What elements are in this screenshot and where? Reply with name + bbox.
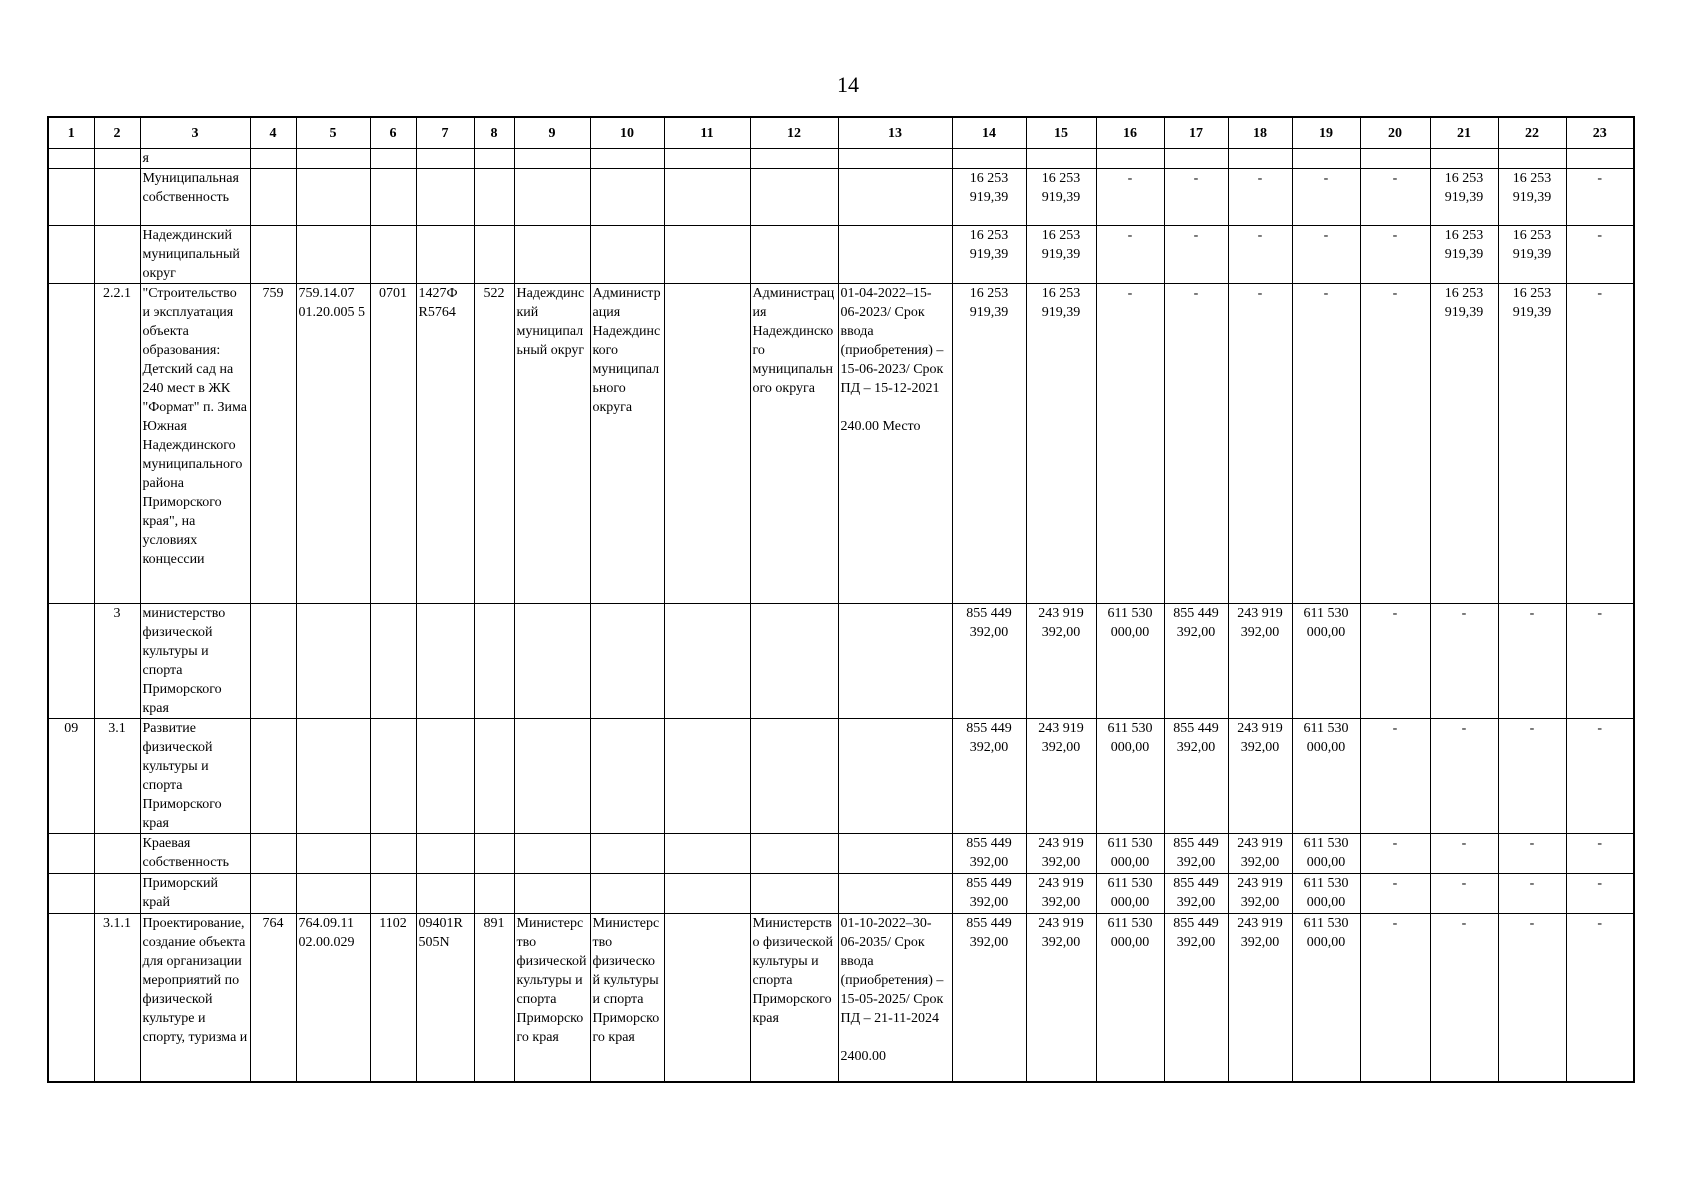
table-cell: 3.1 — [94, 719, 140, 834]
column-header-21: 21 — [1430, 117, 1498, 149]
table-cell: - — [1498, 604, 1566, 719]
column-header-10: 10 — [590, 117, 664, 149]
table-cell: 243 919 392,00 — [1228, 914, 1292, 1082]
column-header-9: 9 — [514, 117, 590, 149]
table-cell: - — [1566, 604, 1634, 719]
table-cell — [664, 149, 750, 169]
table-cell: - — [1228, 226, 1292, 284]
table-cell — [48, 169, 94, 226]
table-cell: - — [1164, 284, 1228, 604]
table-cell: Администрация Надеждинского муниципального округа — [590, 284, 664, 604]
table-cell — [94, 874, 140, 914]
column-header-11: 11 — [664, 117, 750, 149]
table-cell — [250, 169, 296, 226]
table-cell: 16 253 919,39 — [1430, 226, 1498, 284]
table-cell — [750, 169, 838, 226]
table-cell: Муниципальная собственность — [140, 169, 250, 226]
table-row — [48, 874, 1634, 914]
table-cell: - — [1360, 834, 1430, 874]
table-cell — [370, 604, 416, 719]
table-row — [48, 226, 1634, 284]
table-cell: 243 919 392,00 — [1026, 604, 1096, 719]
table-cell: - — [1566, 914, 1634, 1082]
table-cell: - — [1566, 874, 1634, 914]
table-cell: 611 530 000,00 — [1096, 719, 1164, 834]
table-cell: 243 919 392,00 — [1228, 834, 1292, 874]
table-cell — [838, 719, 952, 834]
table-cell — [750, 604, 838, 719]
table-cell — [664, 604, 750, 719]
table-cell: 16 253 919,39 — [1498, 284, 1566, 604]
table-cell — [590, 874, 664, 914]
table-cell — [296, 874, 370, 914]
table-cell: 891 — [474, 914, 514, 1082]
table-cell: - — [1096, 169, 1164, 226]
table-cell — [750, 719, 838, 834]
table-cell — [590, 834, 664, 874]
table-cell: - — [1228, 284, 1292, 604]
table-cell — [838, 226, 952, 284]
table-cell: 243 919 392,00 — [1228, 874, 1292, 914]
table-cell: Приморский край — [140, 874, 250, 914]
table-cell — [416, 226, 474, 284]
table-cell — [474, 226, 514, 284]
table-cell — [48, 226, 94, 284]
column-header-4: 4 — [250, 117, 296, 149]
table-cell: 764.09.11 02.00.029 — [296, 914, 370, 1082]
table-cell: 764 — [250, 914, 296, 1082]
table-cell: 855 449 392,00 — [952, 874, 1026, 914]
table-cell: Надеждинский муниципальный округ — [514, 284, 590, 604]
table-cell: - — [1228, 169, 1292, 226]
table-cell: 1102 — [370, 914, 416, 1082]
table-cell: 16 253 919,39 — [952, 226, 1026, 284]
table-cell: - — [1430, 914, 1498, 1082]
table-cell — [514, 149, 590, 169]
table-cell: - — [1430, 834, 1498, 874]
table-cell — [296, 834, 370, 874]
table-cell: 855 449 392,00 — [1164, 874, 1228, 914]
table-cell — [94, 834, 140, 874]
table-cell: - — [1430, 719, 1498, 834]
table-cell — [590, 149, 664, 169]
table-cell: 243 919 392,00 — [1026, 914, 1096, 1082]
table-cell — [750, 226, 838, 284]
table-cell: Администрация Надеждинского муниципального округа — [750, 284, 838, 604]
table-cell: 855 449 392,00 — [1164, 719, 1228, 834]
table-cell: - — [1292, 169, 1360, 226]
column-header-13: 13 — [838, 117, 952, 149]
table-cell — [250, 834, 296, 874]
column-header-14: 14 — [952, 117, 1026, 149]
table-cell: - — [1498, 914, 1566, 1082]
table-cell: Краевая собственность — [140, 834, 250, 874]
data-table — [47, 116, 1635, 1083]
table-cell: - — [1360, 719, 1430, 834]
table-cell — [838, 604, 952, 719]
table-cell: 09 — [48, 719, 94, 834]
table-cell — [514, 169, 590, 226]
table-cell — [48, 604, 94, 719]
table-cell — [838, 834, 952, 874]
table-cell — [370, 834, 416, 874]
table-cell: 16 253 919,39 — [1430, 284, 1498, 604]
table-cell — [590, 604, 664, 719]
table-row — [48, 604, 1634, 719]
table-cell — [664, 169, 750, 226]
table-cell — [1360, 149, 1430, 169]
table-cell — [48, 834, 94, 874]
table-cell: Проектирование, создание объекта для организации мероприятий по физической культуре и спорту, туризма и — [140, 914, 250, 1082]
column-header-18: 18 — [1228, 117, 1292, 149]
table-cell — [664, 834, 750, 874]
table-cell — [1096, 149, 1164, 169]
table-cell — [1164, 149, 1228, 169]
table-cell: 16 253 919,39 — [1026, 226, 1096, 284]
table-cell — [94, 226, 140, 284]
table-cell: 16 253 919,39 — [952, 169, 1026, 226]
table-cell — [664, 874, 750, 914]
table-cell: - — [1498, 719, 1566, 834]
table-cell — [296, 719, 370, 834]
table-cell — [250, 719, 296, 834]
table-cell: 09401R 505N — [416, 914, 474, 1082]
table-cell — [94, 169, 140, 226]
table-cell: - — [1566, 719, 1634, 834]
column-header-16: 16 — [1096, 117, 1164, 149]
table-cell: 16 253 919,39 — [1430, 169, 1498, 226]
table-cell — [590, 226, 664, 284]
table-cell — [664, 719, 750, 834]
table-cell — [1566, 149, 1634, 169]
table-cell — [514, 226, 590, 284]
table-cell — [370, 719, 416, 834]
table-cell: - — [1498, 874, 1566, 914]
table-cell — [664, 914, 750, 1082]
table-cell: - — [1292, 284, 1360, 604]
table-cell: 611 530 000,00 — [1292, 874, 1360, 914]
table-cell: - — [1566, 834, 1634, 874]
table-cell: - — [1430, 604, 1498, 719]
table-cell: 01-10-2022–30-06-2035/ Срок ввода (приобретения) – 15-05-2025/ Срок ПД – 21-11-2024 2400.00 — [838, 914, 952, 1082]
table-cell: - — [1566, 284, 1634, 604]
table-cell: 855 449 392,00 — [1164, 914, 1228, 1082]
table-row — [48, 169, 1634, 226]
table-cell: - — [1360, 914, 1430, 1082]
table-cell: 611 530 000,00 — [1292, 834, 1360, 874]
table-row — [48, 149, 1634, 169]
table-cell — [416, 874, 474, 914]
table-cell — [514, 874, 590, 914]
page-number: 14 — [837, 72, 859, 97]
table-cell: 0701 — [370, 284, 416, 604]
column-header-12: 12 — [750, 117, 838, 149]
table-cell — [370, 874, 416, 914]
table-cell — [416, 604, 474, 719]
table-cell — [664, 226, 750, 284]
table-cell — [250, 874, 296, 914]
table-cell: 16 253 919,39 — [1498, 226, 1566, 284]
table-cell — [416, 169, 474, 226]
table-body — [48, 149, 1634, 1082]
table-cell: - — [1498, 834, 1566, 874]
table-cell: - — [1360, 874, 1430, 914]
table-cell — [1228, 149, 1292, 169]
table-cell — [416, 719, 474, 834]
table-cell: 2.2.1 — [94, 284, 140, 604]
table-cell — [474, 149, 514, 169]
table-cell: 16 253 919,39 — [1026, 284, 1096, 604]
table-cell — [296, 226, 370, 284]
table-cell: "Строительство и эксплуатация объекта образования: Детский сад на 240 мест в ЖК "Формат" п. Зима Южная Надеждинского муниципального района Приморского края", на условиях концессии — [140, 284, 250, 604]
table-cell — [838, 149, 952, 169]
column-header-17: 17 — [1164, 117, 1228, 149]
table-cell: Развитие физической культуры и спорта Приморского края — [140, 719, 250, 834]
table-row — [48, 914, 1634, 1082]
table-cell — [48, 874, 94, 914]
column-header-3: 3 — [140, 117, 250, 149]
table-cell: 855 449 392,00 — [1164, 834, 1228, 874]
column-header-23: 23 — [1566, 117, 1634, 149]
table-cell — [838, 169, 952, 226]
table-cell: - — [1360, 284, 1430, 604]
table-cell: - — [1360, 169, 1430, 226]
table-row — [48, 719, 1634, 834]
table-cell — [48, 149, 94, 169]
column-header-19: 19 — [1292, 117, 1360, 149]
table-cell: 611 530 000,00 — [1096, 914, 1164, 1082]
table-row — [48, 284, 1634, 604]
table-cell — [514, 604, 590, 719]
column-header-6: 6 — [370, 117, 416, 149]
table-cell — [514, 719, 590, 834]
table-cell: 855 449 392,00 — [952, 834, 1026, 874]
table-cell: - — [1360, 226, 1430, 284]
table-cell: 855 449 392,00 — [952, 914, 1026, 1082]
table-cell: 3 — [94, 604, 140, 719]
table-cell: 243 919 392,00 — [1228, 604, 1292, 719]
table-cell — [838, 874, 952, 914]
table-cell — [416, 834, 474, 874]
table-cell — [296, 604, 370, 719]
table-cell — [750, 149, 838, 169]
table-cell: - — [1164, 169, 1228, 226]
table-cell — [370, 226, 416, 284]
table-cell: Министерство физической культуры и спорта Приморского края — [514, 914, 590, 1082]
table-cell — [474, 604, 514, 719]
table-cell — [416, 149, 474, 169]
table-cell: 3.1.1 — [94, 914, 140, 1082]
table-cell: 759 — [250, 284, 296, 604]
table-cell — [750, 874, 838, 914]
table-cell: - — [1164, 226, 1228, 284]
table-cell: 16 253 919,39 — [1498, 169, 1566, 226]
table-cell: - — [1360, 604, 1430, 719]
table-cell: 01-04-2022–15-06-2023/ Срок ввода (приобретения) – 15-06-2023/ Срок ПД – 15-12-2021 240.00 Место — [838, 284, 952, 604]
table-cell: 16 253 919,39 — [952, 284, 1026, 604]
table-cell: 759.14.07 01.20.005 5 — [296, 284, 370, 604]
table-cell — [1292, 149, 1360, 169]
table-cell: министерство физической культуры и спорта Приморского края — [140, 604, 250, 719]
table-cell: 611 530 000,00 — [1096, 834, 1164, 874]
table-cell: 16 253 919,39 — [1026, 169, 1096, 226]
column-header-1: 1 — [48, 117, 94, 149]
table-cell — [250, 604, 296, 719]
table-cell — [514, 834, 590, 874]
table-cell — [296, 149, 370, 169]
table-cell — [590, 719, 664, 834]
table-cell: - — [1430, 874, 1498, 914]
table-cell — [94, 149, 140, 169]
table-cell: Надеждинский муниципальный округ — [140, 226, 250, 284]
table-cell — [250, 226, 296, 284]
table-cell: 611 530 000,00 — [1096, 604, 1164, 719]
table-cell: Министерство физической культуры и спорта Приморского края — [750, 914, 838, 1082]
table-cell: 611 530 000,00 — [1292, 719, 1360, 834]
table-cell: - — [1566, 226, 1634, 284]
table-cell: 522 — [474, 284, 514, 604]
column-header-20: 20 — [1360, 117, 1430, 149]
column-header-15: 15 — [1026, 117, 1096, 149]
table-cell: 243 919 392,00 — [1026, 874, 1096, 914]
table-cell: 611 530 000,00 — [1292, 604, 1360, 719]
table-cell — [296, 169, 370, 226]
column-header-22: 22 — [1498, 117, 1566, 149]
table-cell: - — [1566, 169, 1634, 226]
table-cell: я — [140, 149, 250, 169]
table-cell: 611 530 000,00 — [1096, 874, 1164, 914]
table-cell — [370, 149, 416, 169]
table-cell — [250, 149, 296, 169]
table-cell: 243 919 392,00 — [1026, 719, 1096, 834]
table-cell — [1498, 149, 1566, 169]
table-cell — [370, 169, 416, 226]
table-cell: - — [1292, 226, 1360, 284]
column-header-2: 2 — [94, 117, 140, 149]
table-cell — [474, 719, 514, 834]
table-cell — [48, 914, 94, 1082]
column-header-5: 5 — [296, 117, 370, 149]
table-row — [48, 834, 1634, 874]
table-cell — [664, 284, 750, 604]
column-header-7: 7 — [416, 117, 474, 149]
table-cell — [474, 834, 514, 874]
table-cell — [750, 834, 838, 874]
table-cell: Министерство физической культуры и спорта Приморского края — [590, 914, 664, 1082]
header-row — [48, 117, 1634, 149]
table-cell: 855 449 392,00 — [1164, 604, 1228, 719]
table-cell: 243 919 392,00 — [1228, 719, 1292, 834]
table-cell: 611 530 000,00 — [1292, 914, 1360, 1082]
table-cell: 243 919 392,00 — [1026, 834, 1096, 874]
table-cell: - — [1096, 284, 1164, 604]
table-cell: 855 449 392,00 — [952, 604, 1026, 719]
table-cell — [48, 284, 94, 604]
table-cell — [474, 169, 514, 226]
table-cell: 1427Ф R5764 — [416, 284, 474, 604]
table-cell — [474, 874, 514, 914]
table-cell — [1430, 149, 1498, 169]
table-cell: - — [1096, 226, 1164, 284]
column-header-8: 8 — [474, 117, 514, 149]
table-cell — [1026, 149, 1096, 169]
table-cell — [590, 169, 664, 226]
table-cell: 855 449 392,00 — [952, 719, 1026, 834]
table-cell — [952, 149, 1026, 169]
